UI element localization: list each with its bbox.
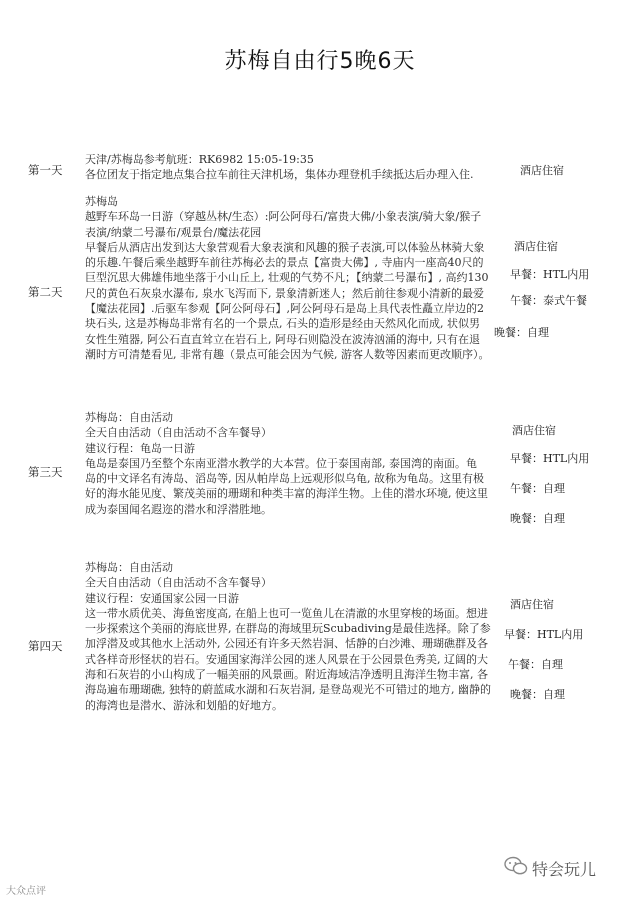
day-4-label: 第四天 [28, 639, 63, 653]
day-4-line: 苏梅岛：自由活动 [85, 561, 173, 574]
page-title: 苏梅自由行5晚6天 [224, 49, 416, 74]
day-1-line: 天津/苏梅岛参考航班：RK6982 15:05-19:35 [85, 153, 314, 166]
day-4-line: 这一带水质优美、海鱼密度高, 在船上也可一览鱼儿在清澈的水里穿梭的场面。想进 [85, 606, 488, 620]
day-2-label: 第二天 [28, 285, 63, 299]
day-4-line: 建议行程：安通国家公园一日游 [85, 591, 239, 605]
day-4-line: 加浮潜及或其他水上活动外, 公园还有许多天然岩洞、恬静的白沙滩、珊瑚礁群及各 [85, 637, 488, 651]
day-2-line: 块石头, 这是苏梅岛非常有名的一个景点, 石头的造形是经由天然风化而成, 状似男 [85, 317, 480, 331]
day-2-breakfast: 早餐：HTL内用 [510, 268, 590, 281]
day-3-line: 龟岛是泰国乃至整个东南亚潜水教学的大本营。位于泰国南部, 泰国湾的南面。龟 [85, 456, 477, 470]
day-1-line: 各位团友于指定地点集合拉车前往天津机场，集体办理登机手续抵达后办理入住. [85, 168, 474, 182]
day-3-label: 第三天 [28, 465, 63, 479]
wechat-icon [504, 856, 528, 880]
day-2-line: 女性生殖器, 阿公石直直耸立在岩石上, 阿母石则隐没在波涛汹涌的海中, 只有在退 [85, 332, 480, 346]
day-2-line: 的乐趣.午餐后乘坐越野车前往苏梅必去的景点【富贵大佛】, 寺庙内一座高40尺的 [85, 256, 484, 270]
day-2-content [85, 194, 505, 362]
day-4-content [85, 560, 505, 713]
day-3-breakfast: 早餐：HTL内用 [510, 452, 590, 465]
day-4-line: 的海湾也是潜水、游泳和划船的好地方。 [85, 698, 283, 712]
day-2-hotel: 酒店住宿 [514, 240, 558, 253]
watermark-right-text: 特会玩儿 [532, 859, 597, 879]
day-2-line: 尺的黄色石灰泉水瀑布, 泉水飞泻而下, 景象清新迷人；然后前往参观小清新的最爱 [85, 286, 484, 300]
day-3-line: 好的海水能见度、繁茂美丽的珊瑚和种类丰富的海洋生物。上佳的潜水环境, 使这里 [85, 487, 488, 501]
day-4-line: 一步探索这个美丽的海底世界, 在群岛的海域里玩Scubadiving是最佳选择。除了参 [85, 622, 491, 636]
day-2-line: 【魔法花园】.后驱车参观【阿公阿母石】,阿公阿母石是岛上具代表性矗立岸边的2 [85, 302, 484, 316]
day-4-lunch: 午餐：自理 [508, 658, 563, 671]
day-3-line: 成为泰国闻名遐迩的潜水和浮潜胜地。 [85, 502, 272, 516]
day-3-line: 建议行程：龟岛一日游 [85, 441, 195, 455]
day-2-line: 潮时方可清楚看见, 非常有趣（景点可能会因为气候, 游客人数等因素而更改顺序）。 [85, 347, 490, 361]
day-3-line: 全天自由活动（自由活动不含车餐导） [85, 426, 272, 440]
day-3-dinner: 晚餐：自理 [510, 512, 565, 525]
day-2-line: 巨型沉思大佛雄伟地坐落于小山丘上, 壮观的气势不凡；【纳蒙二号瀑布】, 高约130 [85, 271, 489, 285]
day-4-line: 海和石灰岩的小山构成了一幅美丽的风景画。附近海域洁净透明且海洋生物丰富, 各 [85, 668, 488, 682]
day-3-hotel: 酒店住宿 [512, 424, 556, 437]
day-3-content [85, 410, 505, 517]
watermark-left: 大众点评 [6, 886, 46, 897]
day-4-line: 全天自由活动（自由活动不含车餐导） [85, 576, 272, 590]
day-2-dinner: 晚餐：自理 [494, 326, 549, 339]
day-1-label: 第一天 [28, 163, 63, 177]
day-4-breakfast: 早餐：HTL内用 [504, 628, 584, 641]
day-2-lunch: 午餐：泰式午餐 [510, 294, 587, 307]
watermark-right [504, 856, 596, 880]
day-3-lunch: 午餐：自理 [510, 482, 565, 495]
day-4-dinner: 晚餐：自理 [510, 688, 565, 701]
day-2-line: 越野车环岛一日游（穿越丛林/生态）:阿公阿母石/富贵大佛/小象表演/骑大象/猴子 [85, 210, 482, 224]
day-2-line: 早餐后从酒店出发到达大象营观看大象表演和风趣的猴子表演,可以体验丛林骑大象 [85, 240, 485, 254]
day-1-hotel: 酒店住宿 [520, 164, 564, 177]
day-2-line: 苏梅岛 [85, 195, 118, 208]
day-3-line: 苏梅岛：自由活动 [85, 411, 173, 424]
day-4-hotel: 酒店住宿 [510, 598, 554, 611]
day-4-line: 式各样奇形怪状的岩石。安通国家海洋公园的迷人风景在于公园景色秀美, 辽阔的大 [85, 652, 488, 666]
day-3-line: 岛的中文译名有涛岛、滔岛等, 因从帕岸岛上远观形似乌龟, 故称为龟岛。这里有极 [85, 472, 484, 486]
day-1-content [85, 152, 505, 183]
day-2-line: 表演/纳蒙二号瀑布/观景台/魔法花园 [85, 225, 262, 239]
day-4-line: 海岛遍布珊瑚礁, 独特的蔚蓝咸水湖和石灰岩洞, 是登岛观光不可错过的地方, 幽静的 [85, 683, 491, 697]
